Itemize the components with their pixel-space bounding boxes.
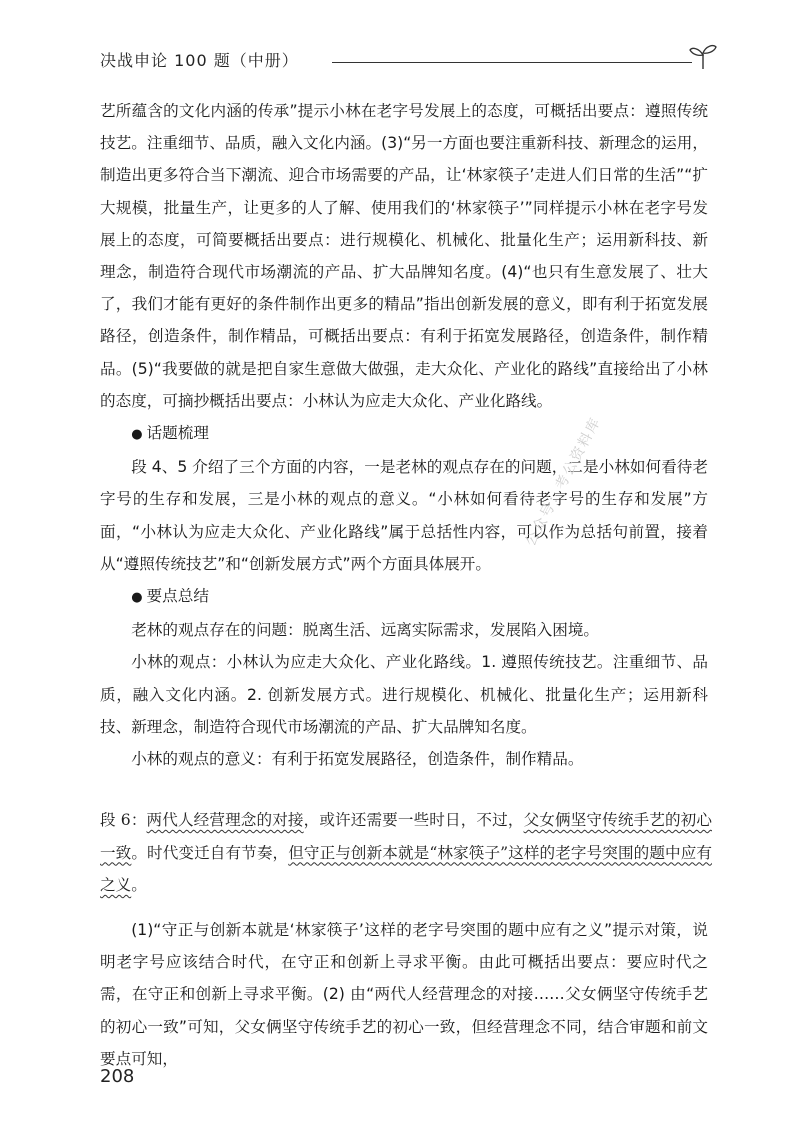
analysis-continued — [100, 914, 708, 1075]
excerpt-highlight: 但守正与创新本就是“林家筷子”这样的老字号突围的题中应有之义 — [100, 843, 712, 895]
bullet-icon: ● — [131, 427, 143, 443]
analysis-paragraph-2: (1)“守正与创新本就是‘林家筷子’这样的老字号突围的题中应有之义”提示对策，说明老字号应该结合时代，在守正和创新上寻求平衡。由此可概括出要点：要应时代之需，在守正和创新上寻求平衡。(2) 由“两代人经营理念的对接……父女俩坚守传统手艺的初心一致”可知，父女俩坚守传统手艺的初心一致，但经营理念不同，结合审题和前文要点可知， — [100, 921, 708, 1068]
summary-line-problem: 老林的观点存在的问题：脱离生活、远离实际需求，发展陷入困境。 — [131, 621, 600, 640]
topic-heading-text: 话题梳理 — [146, 424, 209, 443]
page-number: 208 — [100, 1066, 135, 1087]
summary-heading — [100, 580, 708, 614]
header-rule — [332, 62, 692, 63]
summary-heading-text: 要点总结 — [146, 587, 209, 606]
sprout-icon — [688, 42, 718, 70]
book-title: 决战申论 100 题（中册） — [100, 51, 299, 70]
watermark: 公众号：考公资料库 — [522, 414, 605, 549]
analysis-paragraph: 艺所蕴含的文化内涵的传承”提示小林在老字号发展上的态度，可概括出要点：遵照传统技艺。注重细节、品质，融入文化内涵。(3)“另一方面也要注重新科技、新理念的运用，制造出更多符合当下潮流、迎合市场需要的产品，让‘林家筷子’走进人们日常的生活”“扩大规模，批量生产，让更多的人了解、使用我们的‘林家筷子’”同样提示小林在老字号发展上的态度，可简要概括出要点：进行规模化、机械化、批量化生产；运用新科技、新理念，制造符合现代市场潮流的产品、扩大品牌知名度。(4)“也只有生意发展了、壮大了，我们才能有更好的条件制作出更多的精品”指出创新发展的意义，即有利于拓宽发展路径，创造条件，制作精品，可概括出要点：有利于拓宽发展路径，创造条件，制作精品。(5)“我要做的就是把自家生意做大做强，走大众化、产业化的路线”直接给出了小林的态度，可摘抄概括出要点：小林认为应走大众化、产业化路线。 — [100, 102, 708, 410]
topic-paragraph: 段 4、5 介绍了三个方面的内容，一是老林的观点存在的问题，二是小林如何看待老字号的生存和发展，三是小林的观点的意义。“小林如何看待老字号的生存和发展”方面，“小林认为应走大众化、产业化路线”属于总括性内容，可以作为总括句前置，接着从“遵照传统技艺”和“创新发展方式”两个方面具体展开。 — [100, 458, 708, 573]
excerpt-highlight: 两代人经营理念的对接 — [146, 811, 304, 829]
summary-line-view: 小林的观点：小林认为应走大众化、产业化路线。1. 遵照传统技艺。注重细节、品质，融入文化内涵。2. 创新发展方式。进行规模化、机械化、批量化生产；运用新科技、新理念，制造符合现代市场潮流的产品、扩大品牌知名度。 — [100, 653, 708, 736]
page-header — [100, 46, 715, 76]
bullet-icon: ● — [131, 590, 143, 606]
excerpt-paragraph — [100, 804, 712, 902]
topic-heading — [100, 417, 708, 451]
main-content — [100, 95, 708, 775]
excerpt-text: ，或许还需要一些时日，不过， — [303, 811, 524, 829]
excerpt-text: 。时代变迁自有节奏， — [131, 843, 289, 862]
excerpt-text: 。 — [131, 876, 147, 895]
excerpt-label: 段 6： — [100, 811, 147, 829]
summary-line-meaning: 小林的观点的意义：有利于拓宽发展路径，创造条件，制作精品。 — [131, 750, 584, 769]
excerpt-highlight: 父女俩坚守传统手艺的初心一致 — [100, 811, 712, 862]
